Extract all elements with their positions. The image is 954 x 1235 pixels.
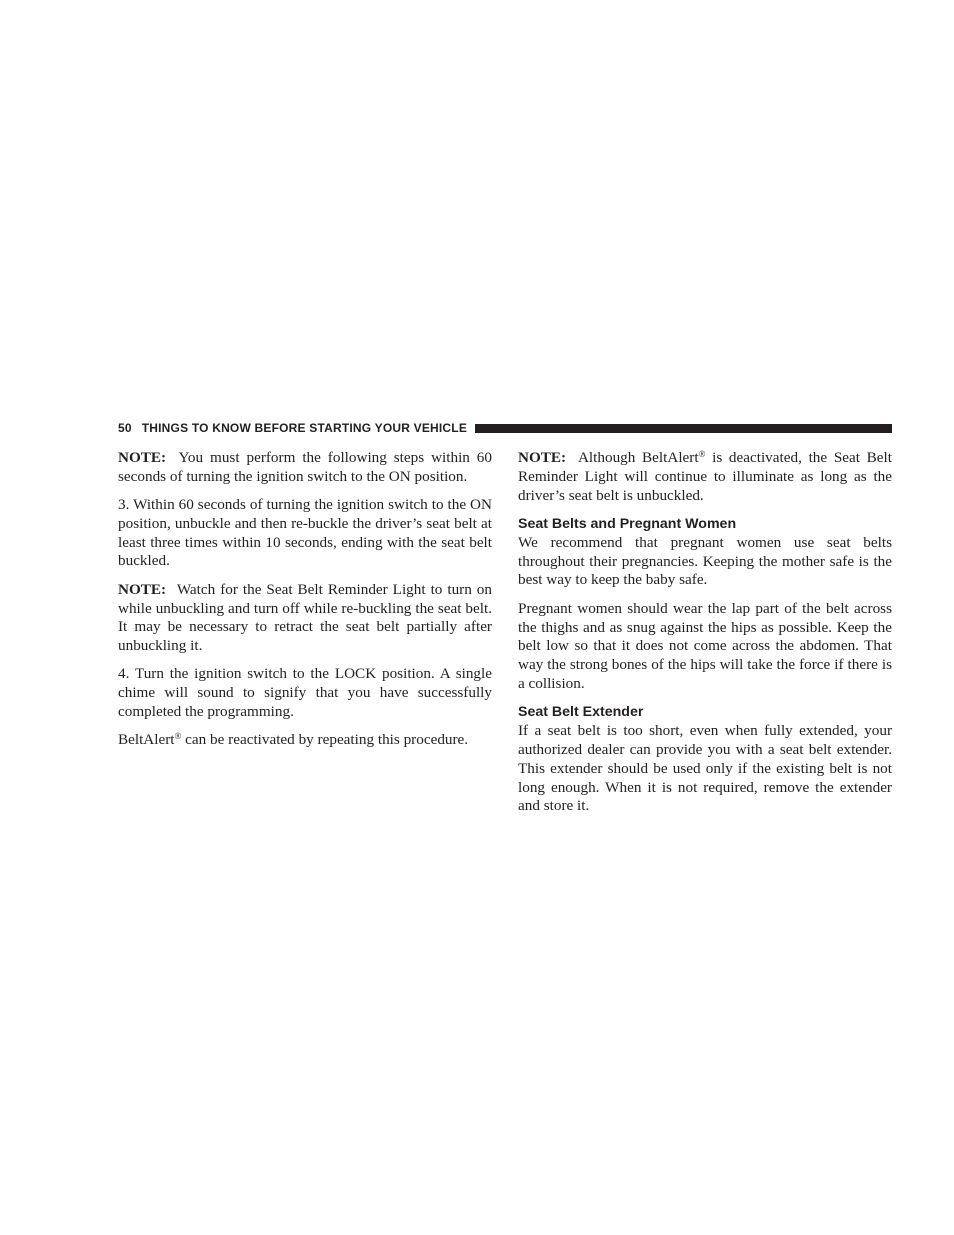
step-4-paragraph: 4. Turn the ignition switch to the LOCK position. A single chime will sound to signify that you have successfully completed the programming. bbox=[118, 665, 492, 721]
note-paragraph bbox=[118, 581, 492, 656]
note-text: Watch for the Seat Belt Reminder Light to turn on while unbuckling and turn off while re-buckling the seat belt. It may be necessary to retract the seat belt partially after unbuckling it. bbox=[118, 580, 492, 655]
note-label: NOTE: bbox=[518, 449, 567, 466]
note-paragraph bbox=[518, 449, 892, 505]
note-text: You must perform the following steps within 60 seconds of turning the ignition switch to the ON position. bbox=[118, 449, 492, 485]
section-title: THINGS TO KNOW BEFORE STARTING YOUR VEHICLE bbox=[141, 421, 468, 435]
note-label: NOTE: bbox=[118, 449, 167, 466]
section-heading-extender: Seat Belt Extender bbox=[518, 704, 644, 721]
left-column bbox=[118, 449, 492, 760]
reactivate-paragraph bbox=[118, 731, 492, 750]
note-text: is deactivated, the Seat Belt Reminder Light will continue to illuminate as long as the driver’s seat belt is unbuckled. bbox=[518, 449, 892, 504]
pregnant-paragraph-2: Pregnant women should wear the lap part of the belt across the thighs and as snug against the hips as possible. Keep the belt low so that it does not come across the abdomen. That way the strong bones of the hips will take the force if there is a collision. bbox=[518, 599, 892, 692]
reactivate-text: can be reactivated by repeating this procedure. bbox=[181, 731, 469, 749]
right-column bbox=[518, 449, 892, 826]
header-rule bbox=[475, 424, 892, 433]
page-number: 50 bbox=[118, 421, 132, 435]
note-brand-text: Although BeltAlert bbox=[577, 449, 699, 466]
pregnant-paragraph-1: We recommend that pregnant women use seat belts throughout their pregnancies. Keeping the mother safe is the best way to keep the baby safe. bbox=[518, 533, 892, 589]
extender-paragraph: If a seat belt is too short, even when fully extended, your authorized dealer can provide you with a seat belt extender. This extender should be used only if the existing belt is not long enough. When it is not required, remove the extender and store it. bbox=[518, 722, 892, 815]
note-paragraph bbox=[118, 449, 492, 487]
note-label: NOTE: bbox=[118, 580, 167, 598]
page-header bbox=[118, 419, 892, 437]
brand-name: BeltAlert bbox=[118, 731, 175, 749]
step-3-paragraph: 3. Within 60 seconds of turning the ignition switch to the ON position, unbuckle and then re-buckle the driver’s seat belt at least three times within 10 seconds, ending with the seat belt buckled. bbox=[118, 496, 492, 570]
registered-mark: ® bbox=[698, 449, 706, 459]
registered-mark: ® bbox=[174, 731, 182, 742]
section-heading-pregnant: Seat Belts and Pregnant Women bbox=[518, 515, 737, 532]
